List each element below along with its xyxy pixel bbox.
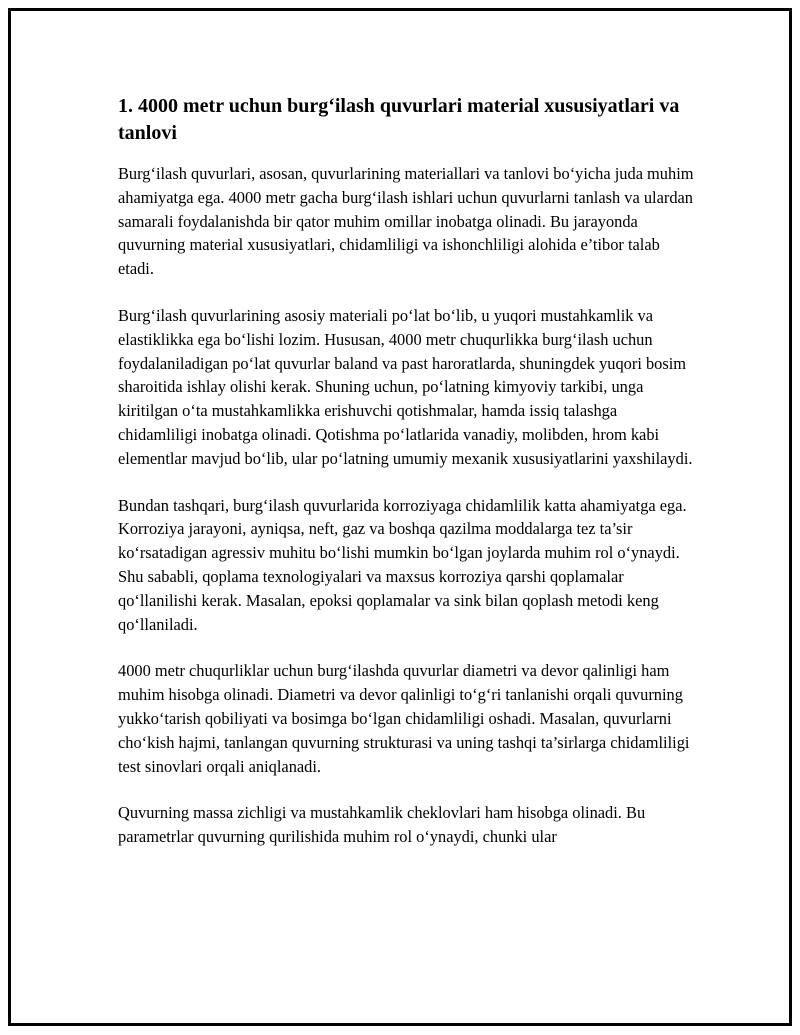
paragraph-5: Quvurning massa zichligi va mustahkamlik cheklovlari ham hisobga olinadi. Bu parametrlar quvurning qurilishida muhim rol o‘ynaydi, chunki ular	[118, 803, 646, 847]
paragraph-4: 4000 metr chuqurliklar uchun burg‘ilashda quvurlar diametri va devor qalinligi ham muhim hisobga olinadi. Diametri va devor qalinligi to‘g‘ri tanlanishi orqali quvurning yukko‘tarish qobiliyati va bosimga bo‘lgan chidamliligi oshadi. Masalan, quvurlarni cho‘kish hajmi, tanlangan quvurning strukturasi va uning tashqi ta’sirlarga chidamliligi test sinovlari orqali aniqlanadi.	[118, 661, 690, 776]
document-body	[118, 93, 698, 872]
paragraph-1: Burg‘ilash quvurlari, asosan, quvurlarining materiallari va tanlovi bo‘yicha juda muhim ahamiyatga ega. 4000 metr gacha burg‘ilash ishlari uchun quvurlarni tanlash va ulardan samarali foydalanishda bir qator muhim omillar inobatga olinadi. Bu jarayonda quvurning material xususiyatlari, chidamliligi va ishonchliligi alohida e’tibor talab etadi.	[118, 164, 694, 279]
paragraph-3: Bundan tashqari, burg‘ilash quvurlarida korroziyaga chidamlilik katta ahamiyatga ega. Korroziya jarayoni, ayniqsa, neft, gaz va boshqa qazilma moddalarga tez ta’sir ko‘rsatadigan agressiv muhitu bo‘lishi mumkin bo‘lgan joylarda muhim rol o‘ynaydi. Shu sababli, qoplama texnologiyalari va maxsus korroziya qarshi qoplamalar qo‘llanilishi kerak. Masalan, epoksi qoplamalar va sink bilan qoplash metodi keng qo‘llaniladi.	[118, 495, 687, 634]
paragraph-2: Burg‘ilash quvurlarining asosiy materiali po‘lat bo‘lib, u yuqori mustahkamlik va elastiklikka ega bo‘lishi lozim. Hususan, 4000 metr chuqurlikka burg‘ilash uchun foydalaniladigan po‘lat quvurlar baland va past haroratlarda, shuningdek yuqori bosim sharoitida ishlay olishi kerak. Shuning uchun, po‘latning kimyoviy tarkibi, unga kiritilgan o‘ta mustahkamlikka erishuvchi qotishmalar, hamda issiq talashga chidamliligi inobatga olinadi. Qotishma po‘latlarida vanadiy, molibden, hrom kabi elementlar mavjud bo‘lib, ular po‘latning umumiy mexanik xususiyatlarini yaxshilaydi.	[118, 305, 693, 468]
section-title: 1. 4000 metr uchun burg‘ilash quvurlari material xususiyatlari va tanlovi	[118, 95, 680, 144]
